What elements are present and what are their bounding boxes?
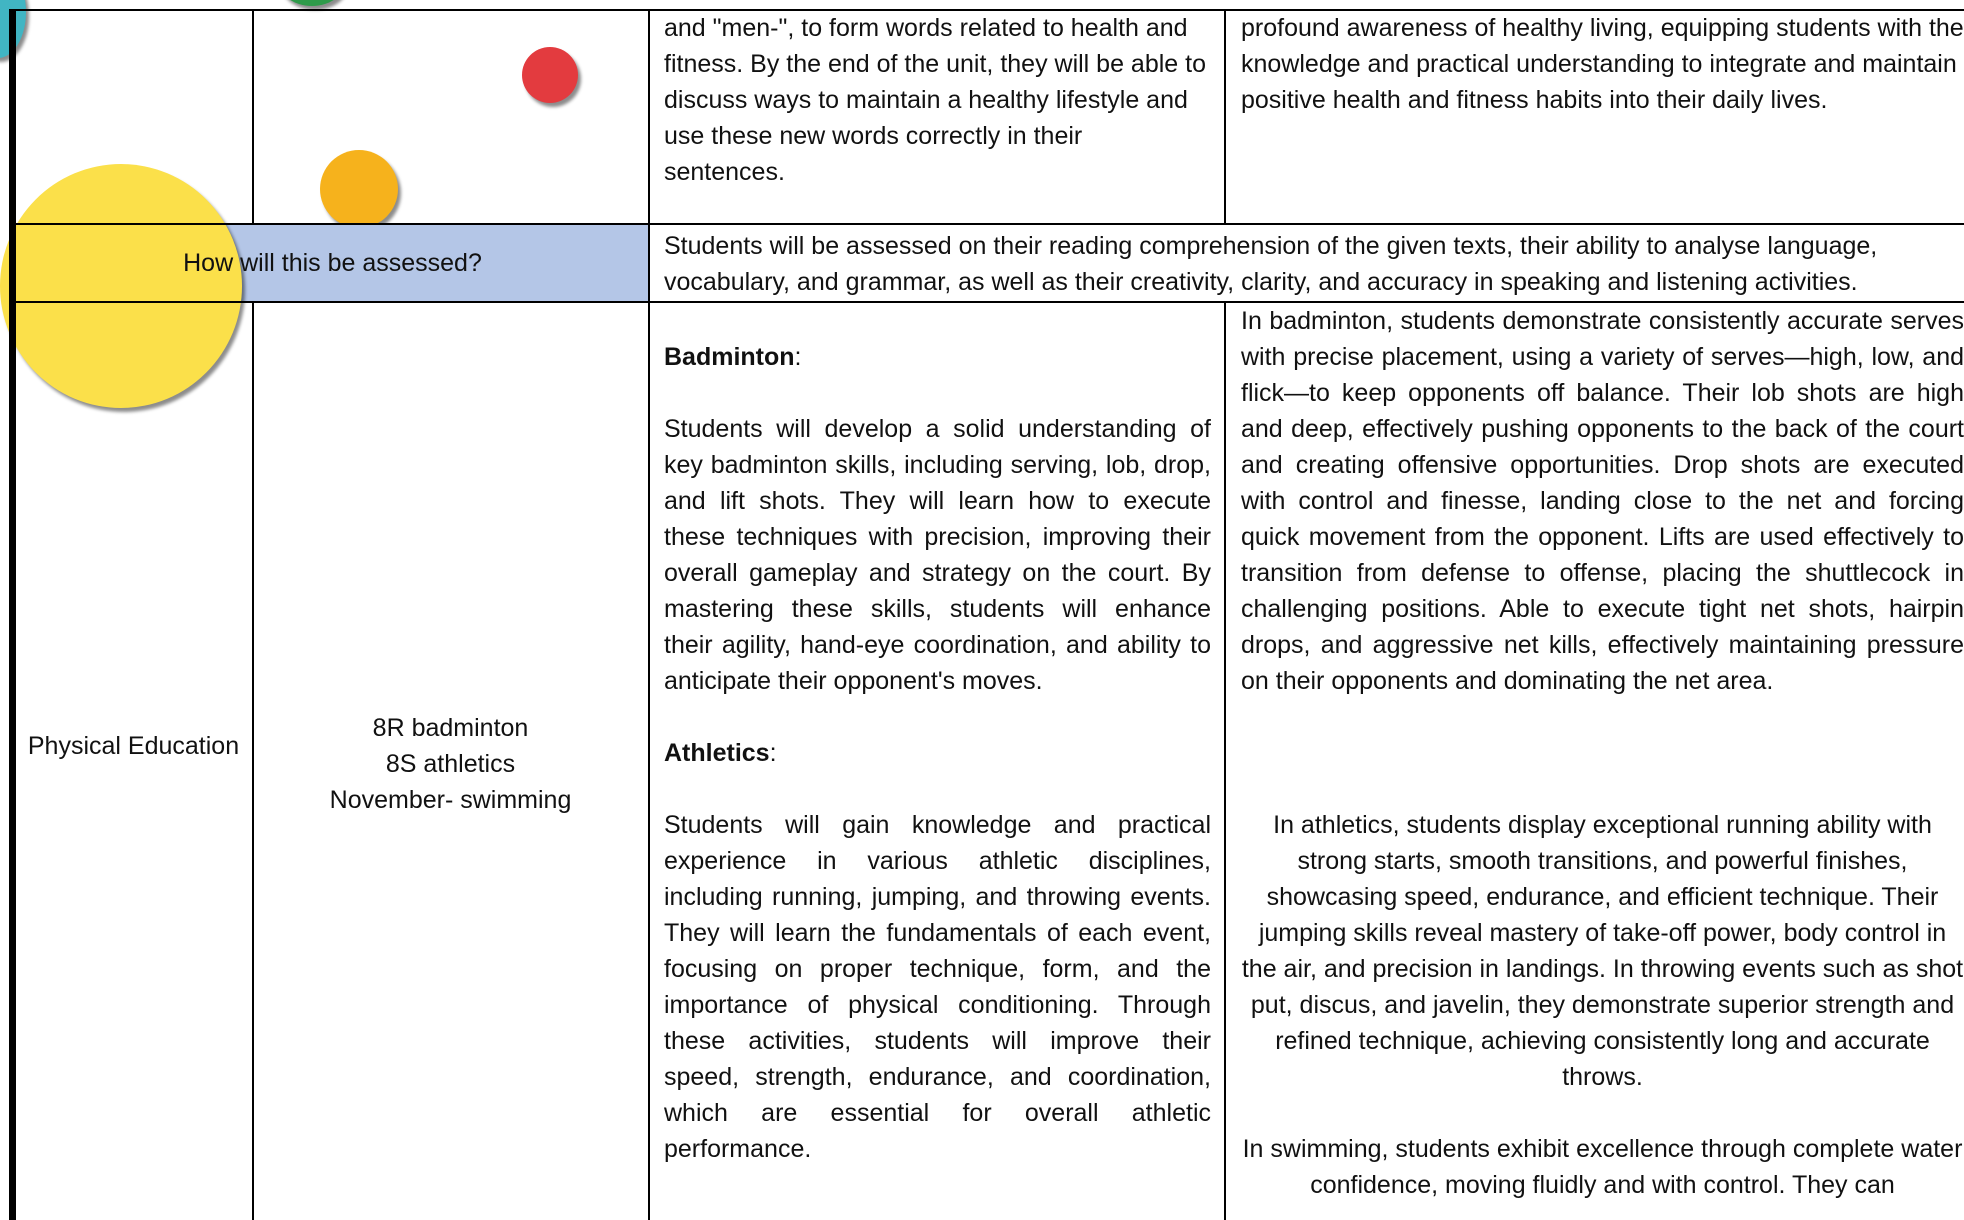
objectives-cell bbox=[664, 10, 1210, 190]
badminton-heading-line: Badminton: bbox=[664, 343, 802, 371]
badminton-outcome: In badminton, students demonstrate consistently accurate serves with precise placement, using a variety of serves—high, low, and flick—to keep opponents off balance. Their lob shots are high and deep, effectively pushing opponents to the back of the court and creating offensive opportunities. Drop shots are executed with control and finesse, landing close to the net and forcing quick movement from the opponent. Lifts are used effectively to transition from defense to offense, placing the shuttlecock in challenging positions. Able to execute tight net shots, hairpin drops, and aggressive net kills, effectively maintaining pressure on their opponents and dominating the net area. bbox=[1241, 307, 1964, 695]
green-bubble-decoration bbox=[278, 0, 346, 6]
assessment-text-cell bbox=[664, 224, 1964, 302]
column-divider bbox=[252, 9, 254, 224]
athletics-text: Students will gain knowledge and practical experience in various athletic disciplines, including running, jumping, and throwing events. They will learn the fundamentals of each event, focusing on proper technique, form, and the importance of physical conditioning. Through these activities, students will improve their speed, strength, endurance, and coordination, which are essential for overall athletic performance. bbox=[664, 811, 1211, 1163]
column-divider bbox=[648, 9, 650, 224]
column-divider bbox=[1224, 9, 1226, 224]
badminton-heading: Badminton bbox=[664, 343, 795, 371]
objectives-text: and "men-", to form words related to health and fitness. By the end of the unit, they will be able to discuss ways to maintain a healthy lifestyle and use these new words correctly in their sentences. bbox=[664, 14, 1206, 186]
assessment-label: How will this be assessed? bbox=[183, 249, 482, 277]
class-item: 8S athletics bbox=[385, 750, 516, 778]
athletics-heading: Athletics bbox=[664, 739, 770, 767]
classes-cell bbox=[252, 710, 649, 818]
pe-objectives-cell bbox=[664, 339, 1211, 1167]
column-divider bbox=[1224, 302, 1226, 1220]
athletics-heading-line: Athletics: bbox=[664, 739, 777, 767]
pe-outcomes-cell bbox=[1241, 303, 1964, 1203]
subject-name: Physical Education bbox=[27, 732, 240, 760]
assessment-label-cell bbox=[16, 224, 649, 302]
red-bubble-decoration bbox=[522, 47, 578, 103]
class-item: November- swimming bbox=[329, 786, 572, 814]
table-left-border bbox=[9, 9, 16, 1220]
swimming-outcome: In swimming, students exhibit excellence through complete water confidence, moving fluidly and with control. They can bbox=[1242, 1135, 1963, 1199]
subject-cell bbox=[16, 728, 251, 764]
athletics-outcome: In athletics, students display exceptional running ability with strong starts, smooth transitions, and powerful finishes, showcasing speed, endurance, and efficient technique. Their jumping skills reveal mastery of take-off power, body control in the air, and precision in landings. In throwing events such as shot put, discus, and javelin, they demonstrate superior strength and refined technique, achieving consistently long and accurate throws. bbox=[1241, 811, 1964, 1091]
class-item: 8R badminton bbox=[372, 714, 529, 742]
outcomes-text: profound awareness of healthy living, equipping students with the knowledge and practical understanding to integrate and maintain positive health and fitness habits into their daily lives. bbox=[1241, 14, 1964, 114]
badminton-text: Students will develop a solid understanding of key badminton skills, including serving, lob, drop, and lift shots. They will learn how to execute these techniques with precision, improving their overall gameplay and strategy on the court. By mastering these skills, students will enhance their agility, hand-eye coordination, and ability to anticipate their opponent's moves. bbox=[664, 415, 1211, 695]
assessment-text: Students will be assessed on their reading comprehension of the given texts, their ability to analyse language, vocabulary, and grammar, as well as their creativity, clarity, and accuracy in speaking and listening activities. bbox=[664, 232, 1878, 296]
outcomes-cell bbox=[1241, 10, 1964, 118]
orange-bubble-decoration bbox=[320, 150, 398, 228]
